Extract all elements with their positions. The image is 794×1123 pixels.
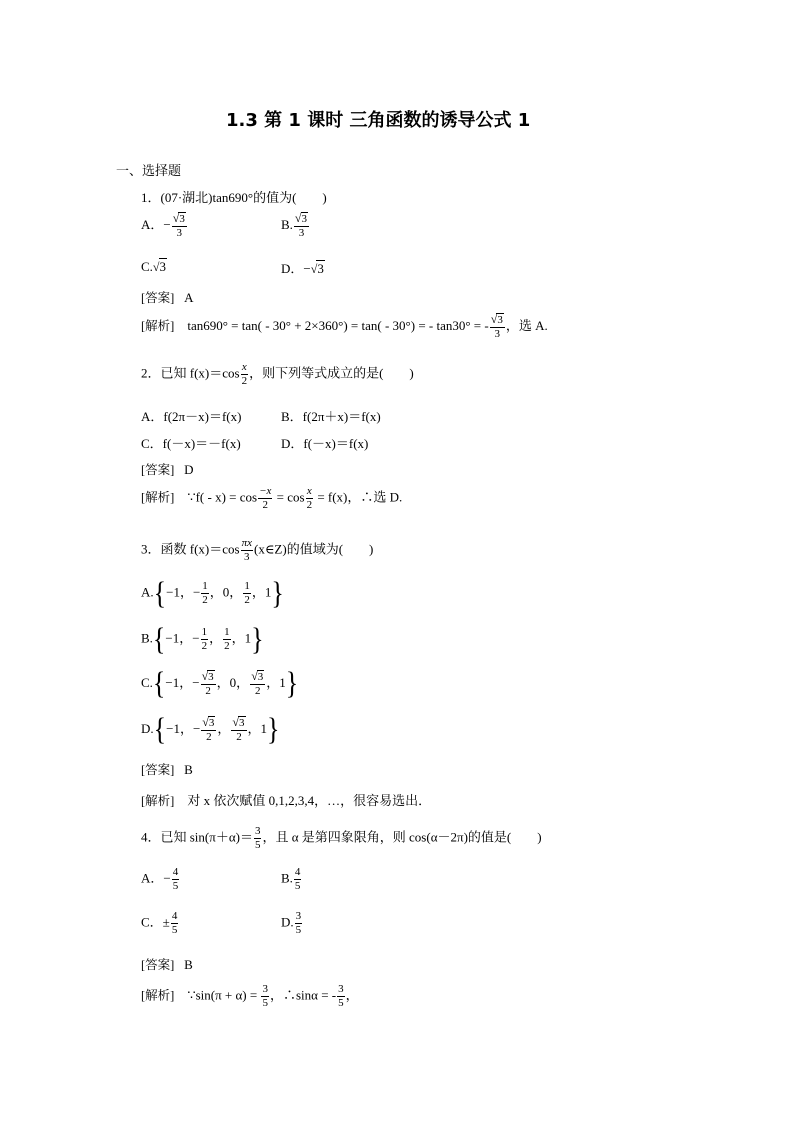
q2-option-b: B．f(2π＋x)＝f(x) [281,409,381,424]
q3-answer: [答案] B [141,762,193,777]
q3-option-d: D.{−1，− $\frac{√3}{2}$ ， $\frac{√3}{2}$ ，1} [141,712,280,747]
q2-option-c: C．f(－x)＝－f(x) [141,436,241,451]
q1-answer: [答案] A [141,290,194,305]
q2-analysis: [解析] ∵f( - x) = cos $\frac{-x}{2}$ = cos $\frac{x}{2}$ = f(x)，∴选 D. [141,485,403,511]
q2-option-d: D．f(－x)＝f(x) [281,436,369,451]
section-heading: 一、选择题 [116,163,182,178]
q1-option-d: D．−√3 [281,261,324,276]
q1-option-a: A．− $\frac{√3}{3}$ [141,211,185,239]
q1-stem: 1．(07·湖北)tan690°的值为( ) [141,190,327,205]
q1-option-c: C.√3 [141,259,167,274]
q2-option-a: A．f(2π－x)＝f(x) [141,409,242,424]
q4-option-d: D. $\frac{3}{5}$ [281,910,302,936]
q3-option-c: C.{−1，− $\frac{√3}{2}$ ，0， $\frac{√3}{2}$ ，1} [141,666,299,701]
q4-stem: 4．已知 sin(π＋α)＝ $\frac{3}{5}$ ，且 α 是第四象限角，则 cos(α－2π)的值是( ) [141,825,542,851]
q2-stem: 2．已知 f(x)＝cos $\frac{x}{2}$ ，则下列等式成立的是( ) [141,361,414,387]
q4-option-a: A．− $\frac{4}{5}$ [141,866,179,892]
q2-answer: [答案] D [141,462,194,477]
q3-option-a: A.{−1，− $\frac{1}{2}$ ，0， $\frac{1}{2}$ ，1} [141,575,284,611]
page-title: 1.3 第 1 课时 三角函数的诱导公式 1 [226,110,531,131]
q4-analysis: [解析] ∵sin(π + α) = $\frac{3}{5}$ ，∴sinα = - $\frac{3}{5}$ ， [141,983,359,1009]
q4-answer: [答案] B [141,957,193,972]
q4-option-c: C．± $\frac{4}{5}$ [141,910,178,936]
q3-analysis: [解析] 对 x 依次赋值 0,1,2,3,4，…，很容易选出． [141,793,432,808]
q1-analysis: [解析] tan690° = tan( - 30° + 2×360°) = tan( - 30°) = - tan30° = - $\frac{√3}{3}$ ，选 A. [141,312,548,340]
q3-option-b: B.{−1，− $\frac{1}{2}$ ， $\frac{1}{2}$ ，1} [141,621,264,657]
q3-stem: 3．函数 f(x)＝cos $\frac{\pi x}{3}$ (x∈Z)的值域为( ) [141,537,374,563]
q4-option-b: B. $\frac{4}{5}$ [281,866,301,892]
q1-option-b: B. $\frac{√3}{3}$ [281,211,308,239]
